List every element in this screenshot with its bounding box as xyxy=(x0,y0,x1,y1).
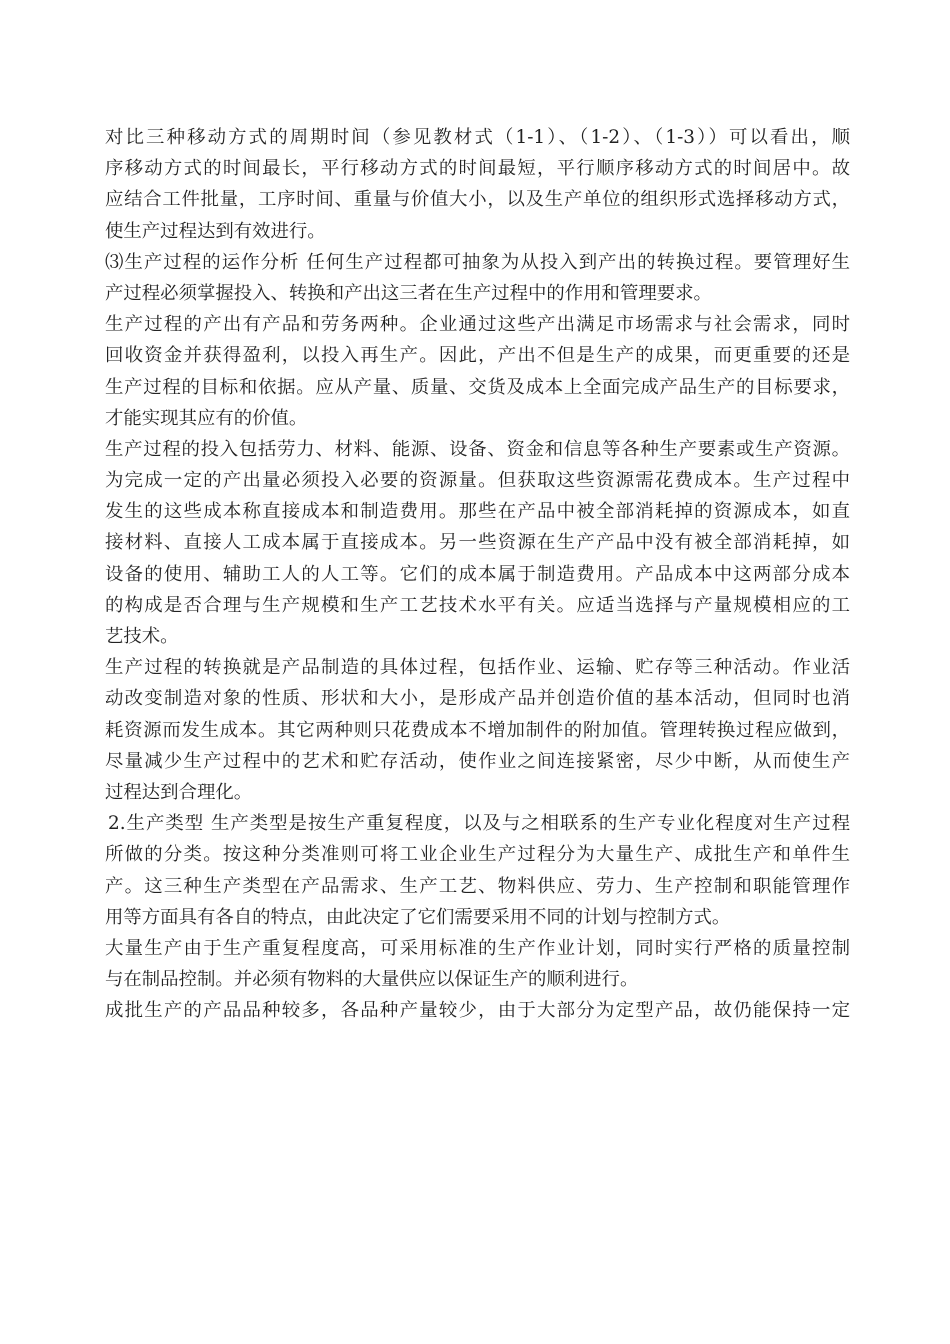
text-line: 与在制品控制。并必须有物料的大量供应以保证生产的顺利进行。 xyxy=(105,969,639,991)
text-line: 序移动方式的时间最长，平行移动方式的时间最短，平行顺序移动方式的时间居中。故 xyxy=(105,158,850,180)
text-line: 使生产过程达到有效进行。 xyxy=(105,220,326,242)
text-line: 产过程必须掌握投入、转换和产出这三者在生产过程中的作用和管理要求。 xyxy=(105,282,712,304)
text-line: 对比三种移动方式的周期时间（参见教材式（1-1）、（1-2）、（1-3））可以看出，顺 xyxy=(105,127,850,148)
text-line: 用等方面具有各自的特点，由此决定了它们需要采用不同的计划与控制方式。 xyxy=(105,906,731,928)
text-line: 所做的分类。按这种分类准则可将工业企业生产过程分为大量生产、成批生产和单件生 xyxy=(105,844,850,866)
text-line: 的构成是否合理与生产规模和生产工艺技术水平有关。应适当选择与产量规模相应的工 xyxy=(105,594,850,616)
text-line: 生产过程的目标和依据。应从产量、质量、交货及成本上全面完成产品生产的目标要求， xyxy=(105,376,850,398)
document-body xyxy=(105,122,850,1026)
text-line: 生产过程的投入包括劳力、材料、能源、设备、资金和信息等各种生产要素或生产资源。 xyxy=(105,438,850,460)
text-line: 艺技术。 xyxy=(105,626,179,647)
text-line: 大量生产由于生产重复程度高，可采用标准的生产作业计划，同时实行严格的质量控制 xyxy=(105,937,850,959)
text-line: 应结合工件批量，工序时间、重量与价值大小，以及生产单位的组织形式选择移动方式， xyxy=(105,189,850,211)
text-line: 才能实现其应有的价值。 xyxy=(105,407,308,429)
text-line: 为完成一定的产出量必须投入必要的资源量。但获取这些资源需花费成本。生产过程中 xyxy=(105,470,850,492)
text-line: 产。这三种生产类型在产品需求、生产工艺、物料供应、劳力、生产控制和职能管理作 xyxy=(105,875,850,897)
text-line: 耗资源而发生成本。其它两种则只花费成本不增加制件的附加值。管理转换过程应做到， xyxy=(105,719,850,741)
text-line: 设备的使用、辅助工人的人工等。它们的成本属于制造费用。产品成本中这两部分成本 xyxy=(105,563,850,585)
text-line: 尽量减少生产过程中的艺术和贮存活动，使作业之间连接紧密，尽少中断，从而使生产 xyxy=(105,750,850,772)
text-line: 动改变制造对象的性质、形状和大小，是形成产品并创造价值的基本活动，但同时也消 xyxy=(105,688,850,710)
text-line: 生产过程的转换就是产品制造的具体过程，包括作业、运输、贮存等三种活动。作业活 xyxy=(105,657,850,679)
text-line: 发生的这些成本称直接成本和制造费用。那些在产品中被全部消耗掉的资源成本，如直 xyxy=(105,501,850,523)
text-line: 2.生产类型 生产类型是按生产重复程度，以及与之相联系的生产专业化程度对生产过程 xyxy=(108,813,850,835)
text-line: 回收资金并获得盈利，以投入再生产。因此，产出不但是生产的成果，而更重要的还是 xyxy=(105,345,850,367)
text-line: ⑶生产过程的运作分析 任何生产过程都可抽象为从投入到产出的转换过程。要管理好生 xyxy=(105,251,850,273)
text-line: 生产过程的产出有产品和劳务两种。企业通过这些产出满足市场需求与社会需求，同时 xyxy=(105,314,850,336)
text-line: 过程达到合理化。 xyxy=(105,781,253,803)
text-line: 成批生产的产品品种较多，各品种产量较少，由于大部分为定型产品，故仍能保持一定 xyxy=(105,1000,850,1022)
text-line: 接材料、直接人工成本属于直接成本。另一些资源在生产产品中没有被全部消耗掉，如 xyxy=(105,532,850,554)
